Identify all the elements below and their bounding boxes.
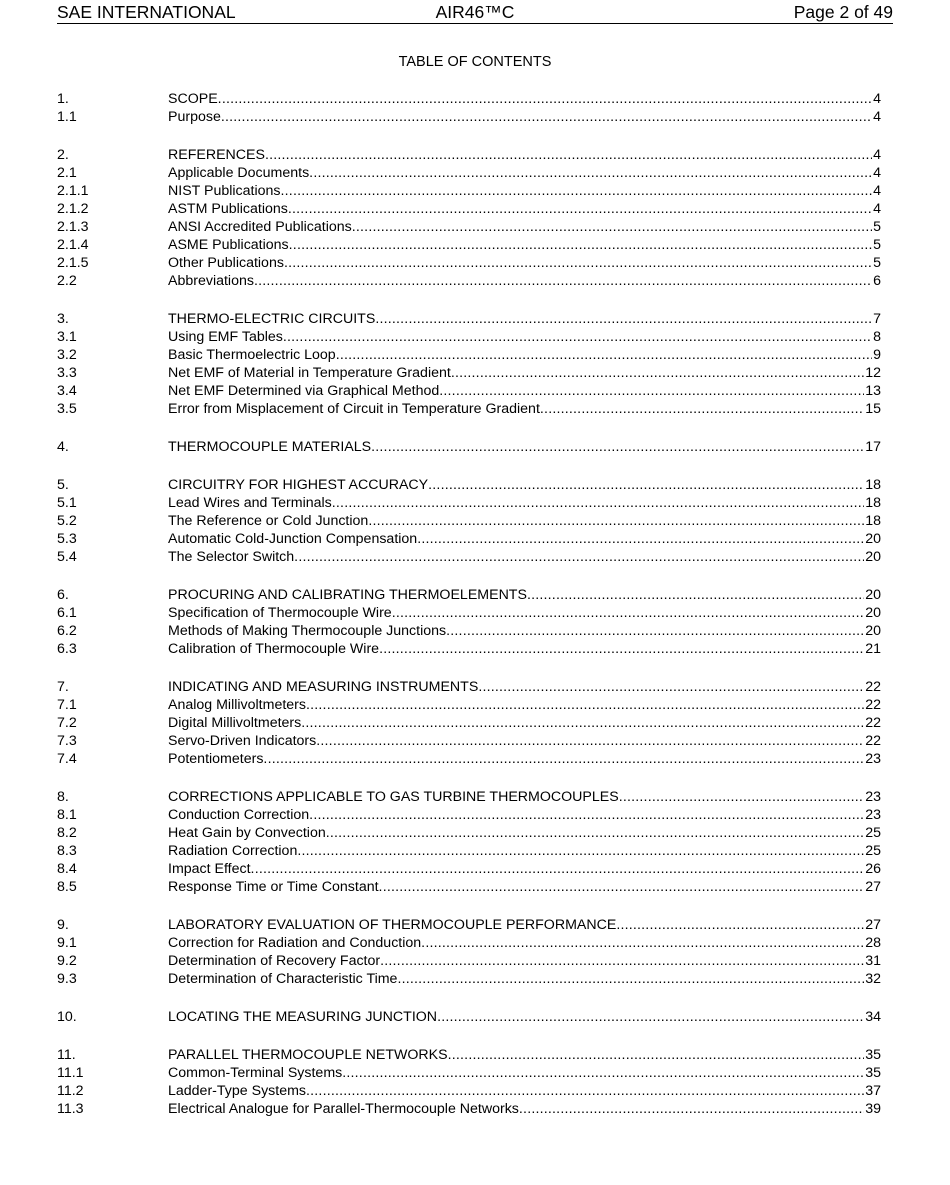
toc-entry-page: 22 (865, 715, 881, 731)
toc-entry[interactable] (57, 934, 881, 952)
dot-leader (265, 146, 872, 164)
toc-entry-title: Lead Wires and Terminals (168, 495, 332, 511)
organization-name: SAE INTERNATIONAL (57, 2, 236, 22)
toc-entry[interactable] (57, 146, 881, 164)
toc-entry[interactable] (57, 364, 881, 382)
dot-leader (616, 916, 864, 934)
toc-entry-page: 4 (873, 109, 881, 125)
toc-entry-line (168, 346, 881, 364)
toc-entry[interactable] (57, 164, 881, 182)
toc-entry-title: THERMOCOUPLE MATERIALS (168, 439, 372, 455)
toc-entry-title: The Reference or Cold Junction (168, 513, 369, 529)
toc-entry-title: Determination of Characteristic Time (168, 971, 398, 987)
toc-section (57, 476, 881, 566)
toc-entry[interactable] (57, 842, 881, 860)
toc-entry[interactable] (57, 970, 881, 988)
toc-entry[interactable] (57, 750, 881, 768)
toc-entry[interactable] (57, 272, 881, 290)
toc-entry-line (168, 218, 881, 236)
toc-entry-page: 26 (865, 861, 881, 877)
toc-entry-page: 28 (865, 935, 881, 951)
toc-entry-number: 2. (57, 147, 69, 163)
toc-entry[interactable] (57, 512, 881, 530)
toc-entry-line (168, 586, 881, 604)
toc-entry-page: 27 (865, 917, 881, 933)
toc-entry-title: Potentiometers (168, 751, 264, 767)
toc-entry-line (168, 310, 881, 328)
toc-entry-number: 5. (57, 477, 69, 493)
toc-entry[interactable] (57, 530, 881, 548)
toc-entry-page: 20 (865, 623, 881, 639)
toc-entry[interactable] (57, 400, 881, 418)
toc-entry-line (168, 438, 881, 456)
toc-entry-page: 18 (865, 513, 881, 529)
toc-entry[interactable] (57, 622, 881, 640)
toc-entry-line (168, 842, 881, 860)
toc-entry-page: 34 (865, 1009, 881, 1025)
toc-entry-title: Abbreviations (168, 273, 254, 289)
toc-entry-title: REFERENCES (168, 147, 265, 163)
toc-entry-title: CIRCUITRY FOR HIGHEST ACCURACY (168, 477, 429, 493)
toc-entry-page: 21 (865, 641, 881, 657)
toc-entry-number: 10. (57, 1009, 77, 1025)
toc-title: TABLE OF CONTENTS (398, 54, 552, 70)
toc-entry-title: Error from Misplacement of Circuit in Temperature Gradient (168, 401, 540, 417)
toc-entry-page: 23 (865, 807, 881, 823)
toc-entry[interactable] (57, 494, 881, 512)
toc-entry-page: 9 (873, 347, 881, 363)
toc-entry-title: INDICATING AND MEASURING INSTRUMENTS (168, 679, 479, 695)
toc-entry-title: Analog Millivoltmeters (168, 697, 306, 713)
dot-leader (283, 328, 872, 346)
toc-entry-number: 3.4 (57, 383, 77, 399)
toc-section (57, 678, 881, 768)
dot-leader (251, 860, 865, 878)
toc-entry-number: 2.1.3 (57, 219, 89, 235)
toc-entry-page: 4 (873, 147, 881, 163)
toc-entry-number: 5.1 (57, 495, 77, 511)
dot-leader (284, 254, 872, 272)
dot-leader (368, 512, 864, 530)
toc-entry-number: 7.1 (57, 697, 77, 713)
dot-leader (332, 494, 864, 512)
toc-entry-number: 4. (57, 439, 69, 455)
toc-entry-page: 25 (865, 825, 881, 841)
toc-entry-title: Basic Thermoelectric Loop (168, 347, 336, 363)
dot-leader (451, 364, 864, 382)
toc-entry-line (168, 364, 881, 382)
toc-entry-page: 6 (873, 273, 881, 289)
toc-entry[interactable] (57, 1100, 881, 1118)
dot-leader (301, 714, 864, 732)
toc-entry-line (168, 750, 881, 768)
toc-entry-page: 8 (873, 329, 881, 345)
dot-leader (371, 438, 864, 456)
toc-entry-line (168, 108, 881, 126)
toc-entry-line (168, 476, 881, 494)
page-header (57, 2, 893, 24)
dot-leader (309, 164, 872, 182)
toc-entry-line (168, 970, 881, 988)
toc-entry-number: 2.1.2 (57, 201, 89, 217)
toc-entry[interactable] (57, 678, 881, 696)
toc-entry-page: 4 (873, 201, 881, 217)
toc-entry-line (168, 1046, 881, 1064)
toc-entry-number: 6. (57, 587, 69, 603)
toc-entry-title: Other Publications (168, 255, 284, 271)
toc-entry-number: 3.2 (57, 347, 77, 363)
toc-section (57, 1046, 881, 1118)
toc-entry-page: 4 (873, 183, 881, 199)
toc-entry[interactable] (57, 1082, 881, 1100)
dot-leader (306, 696, 864, 714)
toc-entry-number: 6.2 (57, 623, 77, 639)
toc-entry-title: PARALLEL THERMOCOUPLE NETWORKS (168, 1047, 448, 1063)
toc-entry-page: 12 (865, 365, 881, 381)
toc-entry-title: Common-Terminal Systems (168, 1065, 343, 1081)
toc-entry-title: Calibration of Thermocouple Wire (168, 641, 380, 657)
toc-entry-number: 3. (57, 311, 69, 327)
toc-entry-line (168, 254, 881, 272)
toc-entry-number: 8.1 (57, 807, 77, 823)
toc-section (57, 438, 881, 456)
toc-entry-line (168, 696, 881, 714)
toc-entry-line (168, 824, 881, 842)
table-of-contents (57, 90, 881, 1138)
toc-entry-title: Determination of Recovery Factor (168, 953, 381, 969)
toc-entry[interactable] (57, 476, 881, 494)
dot-leader (421, 934, 864, 952)
toc-entry[interactable] (57, 182, 881, 200)
toc-entry-number: 8. (57, 789, 69, 805)
toc-entry-title: Applicable Documents (168, 165, 310, 181)
dot-leader (446, 622, 864, 640)
toc-entry-number: 8.5 (57, 879, 77, 895)
toc-entry-page: 7 (873, 311, 881, 327)
toc-entry-page: 31 (865, 953, 881, 969)
toc-entry-line (168, 934, 881, 952)
toc-entry[interactable] (57, 586, 881, 604)
toc-entry-line (168, 272, 881, 290)
toc-entry-number: 2.1.1 (57, 183, 89, 199)
dot-leader (297, 842, 864, 860)
toc-entry-page: 15 (865, 401, 881, 417)
toc-entry-number: 6.1 (57, 605, 77, 621)
toc-entry-title: Automatic Cold-Junction Compensation (168, 531, 418, 547)
toc-entry-title: Ladder-Type Systems (168, 1083, 306, 1099)
dot-leader (619, 788, 865, 806)
toc-entry-number: 1.1 (57, 109, 77, 125)
dot-leader (263, 750, 864, 768)
toc-entry-number: 3.3 (57, 365, 77, 381)
toc-entry-line (168, 1100, 881, 1118)
toc-entry-title: Purpose (168, 109, 221, 125)
dot-leader (519, 1100, 864, 1118)
dot-leader (352, 218, 872, 236)
toc-entry-line (168, 806, 881, 824)
toc-entry-title: Heat Gain by Convection (168, 825, 326, 841)
toc-entry-page: 20 (865, 531, 881, 547)
dot-leader (478, 678, 864, 696)
toc-entry-page: 13 (865, 383, 881, 399)
toc-entry-page: 5 (873, 255, 881, 271)
toc-section (57, 788, 881, 896)
toc-entry-page: 5 (873, 237, 881, 253)
toc-entry-number: 9. (57, 917, 69, 933)
toc-entry[interactable] (57, 1064, 881, 1082)
toc-entry-line (168, 146, 881, 164)
toc-entry-line (168, 916, 881, 934)
toc-entry-number: 7.3 (57, 733, 77, 749)
toc-entry-line (168, 90, 881, 108)
toc-entry[interactable] (57, 714, 881, 732)
toc-entry-page: 22 (865, 697, 881, 713)
dot-leader (428, 476, 864, 494)
toc-entry-page: 37 (865, 1083, 881, 1099)
toc-entry-number: 2.1 (57, 165, 77, 181)
toc-entry-line (168, 1082, 881, 1100)
toc-entry-title: Correction for Radiation and Conduction (168, 935, 422, 951)
toc-entry-number: 5.2 (57, 513, 77, 529)
toc-entry[interactable] (57, 860, 881, 878)
toc-entry-page: 18 (865, 477, 881, 493)
toc-entry-page: 4 (873, 165, 881, 181)
dot-leader (326, 824, 864, 842)
toc-entry-title: NIST Publications (168, 183, 281, 199)
toc-entry-title: The Selector Switch (168, 549, 295, 565)
toc-entry-number: 8.2 (57, 825, 77, 841)
toc-entry-number: 9.2 (57, 953, 77, 969)
toc-entry-page: 39 (865, 1101, 881, 1117)
toc-entry-line (168, 1008, 881, 1026)
dot-leader (306, 1082, 864, 1100)
dot-leader (336, 346, 872, 364)
toc-entry-line (168, 236, 881, 254)
toc-entry-line (168, 732, 881, 750)
toc-section (57, 310, 881, 418)
toc-entry-title: CORRECTIONS APPLICABLE TO GAS TURBINE THERMOCOUPLES (168, 789, 619, 805)
dot-leader (448, 1046, 865, 1064)
dot-leader (375, 310, 872, 328)
toc-entry-title: ASTM Publications (168, 201, 288, 217)
toc-entry-title: Conduction Correction (168, 807, 310, 823)
dot-leader (397, 970, 864, 988)
toc-entry[interactable] (57, 310, 881, 328)
toc-entry[interactable] (57, 328, 881, 346)
toc-entry-number: 3.1 (57, 329, 77, 345)
toc-entry[interactable] (57, 1046, 881, 1064)
toc-entry-title: PROCURING AND CALIBRATING THERMOELEMENTS (168, 587, 527, 603)
toc-entry[interactable] (57, 732, 881, 750)
toc-entry-title: ANSI Accredited Publications (168, 219, 352, 235)
toc-entry-title: Net EMF Determined via Graphical Method (168, 383, 440, 399)
toc-entry-number: 11.1 (57, 1065, 84, 1081)
toc-entry-title: Methods of Making Thermocouple Junctions (168, 623, 447, 639)
toc-entry-number: 7.4 (57, 751, 77, 767)
toc-entry[interactable] (57, 548, 881, 566)
toc-entry[interactable] (57, 382, 881, 400)
toc-entry-line (168, 200, 881, 218)
toc-entry[interactable] (57, 438, 881, 456)
toc-entry-title: Electrical Analogue for Parallel-Thermocouple Networks (168, 1101, 519, 1117)
dot-leader (379, 878, 865, 896)
toc-entry[interactable] (57, 916, 881, 934)
dot-leader (281, 182, 873, 200)
toc-entry-title: Radiation Correction (168, 843, 298, 859)
dot-leader (437, 1008, 864, 1026)
toc-entry-page: 27 (865, 879, 881, 895)
toc-entry-line (168, 382, 881, 400)
toc-entry-page: 18 (865, 495, 881, 511)
toc-entry-line (168, 878, 881, 896)
toc-entry[interactable] (57, 346, 881, 364)
dot-leader (342, 1064, 864, 1082)
toc-entry-number: 2.2 (57, 273, 77, 289)
dot-leader (540, 400, 864, 418)
toc-entry-page: 23 (865, 751, 881, 767)
toc-entry-page: 23 (865, 789, 881, 805)
toc-entry-number: 9.3 (57, 971, 77, 987)
dot-leader (417, 530, 864, 548)
dot-leader (254, 272, 872, 290)
toc-entry-number: 11. (57, 1047, 76, 1063)
toc-entry-number: 2.1.5 (57, 255, 89, 271)
toc-entry[interactable] (57, 824, 881, 842)
toc-entry-line (168, 678, 881, 696)
toc-entry-title: Specification of Thermocouple Wire (168, 605, 392, 621)
toc-entry-page: 20 (865, 605, 881, 621)
toc-entry-line (168, 640, 881, 658)
toc-entry-title: ASME Publications (168, 237, 289, 253)
toc-entry-page: 17 (865, 439, 881, 455)
toc-entry-title: THERMO-ELECTRIC CIRCUITS (168, 311, 376, 327)
toc-entry-page: 4 (873, 91, 881, 107)
toc-entry-title: Impact Effect (168, 861, 251, 877)
toc-entry-number: 3.5 (57, 401, 77, 417)
toc-entry-number: 7. (57, 679, 69, 695)
toc-entry[interactable] (57, 604, 881, 622)
toc-entry-line (168, 548, 881, 566)
toc-section (57, 586, 881, 658)
toc-entry-line (168, 182, 881, 200)
toc-entry-page: 35 (865, 1065, 881, 1081)
dot-leader (288, 200, 872, 218)
toc-entry[interactable] (57, 696, 881, 714)
toc-entry-line (168, 512, 881, 530)
toc-entry-title: Net EMF of Material in Temperature Gradient (168, 365, 451, 381)
dot-leader (392, 604, 865, 622)
dot-leader (380, 952, 864, 970)
toc-entry-title: Servo-Driven Indicators (168, 733, 317, 749)
toc-entry[interactable] (57, 90, 881, 108)
toc-entry-page: 20 (865, 549, 881, 565)
toc-entry-title: LOCATING THE MEASURING JUNCTION (168, 1009, 438, 1025)
toc-entry-number: 8.4 (57, 861, 77, 877)
toc-entry[interactable] (57, 200, 881, 218)
toc-entry-number: 6.3 (57, 641, 77, 657)
toc-entry-number: 11.3 (57, 1101, 84, 1117)
toc-section (57, 1008, 881, 1026)
dot-leader (527, 586, 864, 604)
toc-entry-line (168, 788, 881, 806)
toc-entry-page: 22 (865, 679, 881, 695)
toc-entry-page: 35 (865, 1047, 881, 1063)
toc-entry-number: 5.4 (57, 549, 77, 565)
toc-entry-page: 25 (865, 843, 881, 859)
toc-entry-title: SCOPE (168, 91, 218, 107)
toc-entry-page: 5 (873, 219, 881, 235)
toc-entry-number: 2.1.4 (57, 237, 89, 253)
dot-leader (309, 806, 864, 824)
toc-entry-line (168, 494, 881, 512)
toc-entry-line (168, 604, 881, 622)
dot-leader (379, 640, 864, 658)
toc-entry[interactable] (57, 952, 881, 970)
toc-entry[interactable] (57, 218, 881, 236)
toc-entry-number: 1. (57, 91, 69, 107)
toc-entry-page: 32 (865, 971, 881, 987)
toc-entry-number: 8.3 (57, 843, 77, 859)
toc-entry-line (168, 952, 881, 970)
toc-entry-title: Digital Millivoltmeters (168, 715, 302, 731)
toc-entry-number: 5.3 (57, 531, 77, 547)
toc-entry-line (168, 328, 881, 346)
dot-leader (316, 732, 864, 750)
dot-leader (218, 90, 872, 108)
toc-entry-title: LABORATORY EVALUATION OF THERMOCOUPLE PERFORMANCE (168, 917, 617, 933)
dot-leader (221, 108, 872, 126)
toc-entry[interactable] (57, 640, 881, 658)
toc-entry[interactable] (57, 1008, 881, 1026)
document-id: AIR46™C (435, 2, 515, 22)
toc-entry-title: Response Time or Time Constant (168, 879, 379, 895)
toc-entry-line (168, 1064, 881, 1082)
dot-leader (439, 382, 864, 400)
toc-entry[interactable] (57, 254, 881, 272)
dot-leader (289, 236, 872, 254)
toc-section (57, 916, 881, 988)
toc-entry-line (168, 860, 881, 878)
toc-entry-number: 9.1 (57, 935, 77, 951)
toc-entry-line (168, 714, 881, 732)
toc-entry-page: 20 (865, 587, 881, 603)
toc-section (57, 90, 881, 126)
toc-section (57, 146, 881, 290)
toc-entry-line (168, 164, 881, 182)
toc-entry-number: 11.2 (57, 1083, 84, 1099)
toc-entry[interactable] (57, 806, 881, 824)
toc-entry[interactable] (57, 878, 881, 896)
toc-entry-line (168, 622, 881, 640)
toc-entry-title: Using EMF Tables (168, 329, 283, 345)
toc-entry[interactable] (57, 788, 881, 806)
toc-entry-number: 7.2 (57, 715, 77, 731)
toc-entry-line (168, 530, 881, 548)
toc-entry-page: 22 (865, 733, 881, 749)
toc-entry[interactable] (57, 236, 881, 254)
dot-leader (294, 548, 864, 566)
toc-entry-line (168, 400, 881, 418)
page-number: Page 2 of 49 (793, 2, 893, 22)
toc-entry[interactable] (57, 108, 881, 126)
